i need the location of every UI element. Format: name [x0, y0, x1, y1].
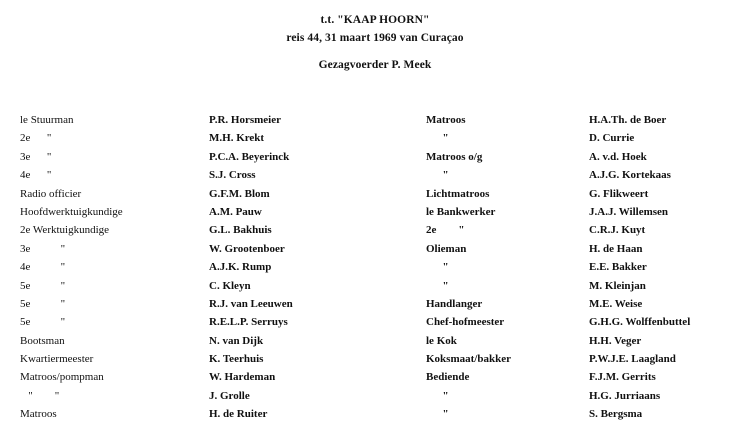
rank-cell: 5e " [20, 316, 66, 329]
crew-name: A.M. Pauw [209, 205, 262, 218]
rank-cell: Handlanger [426, 297, 483, 310]
rank-cell: 2e " [20, 132, 52, 145]
crew-name: N. van Dijk [209, 334, 264, 347]
rank-cell: 2e Werktuigkundige [20, 224, 110, 237]
crew-name: H. de Haan [589, 242, 643, 255]
crew-name: J. Grolle [209, 389, 250, 402]
rank-cell: " [426, 408, 449, 421]
crew-name: G. Flikweert [589, 187, 649, 200]
crew-name: C. Kleyn [209, 279, 251, 292]
crew-name: P.W.J.E. Laagland [589, 353, 676, 366]
rank-cell: Kwartiermeester [20, 353, 94, 366]
crew-name: J.A.J. Willemsen [589, 205, 669, 218]
crew-name: A.J.G. Kortekaas [589, 169, 671, 182]
crew-name: R.J. van Leeuwen [209, 297, 293, 310]
crew-name: M.H. Krekt [209, 132, 265, 145]
crew-name: K. Teerhuis [209, 353, 264, 366]
crew-name: A.J.K. Rump [209, 261, 272, 274]
crew-name: H.H. Veger [589, 334, 642, 347]
rank-column-left [20, 111, 190, 424]
rank-cell: Chef-hofmeester [426, 316, 505, 329]
ship-title: t.t. "KAAP HOORN" [320, 14, 430, 26]
rank-cell: Matroos [20, 408, 57, 421]
rank-cell: Matroos/pompman [20, 371, 104, 384]
crew-name: S. Bergsma [589, 408, 643, 421]
crew-name: M.E. Weise [589, 297, 643, 310]
crew-name: M. Kleinjan [589, 279, 646, 292]
crew-name: A. v.d. Hoek [589, 150, 647, 163]
rank-cell: Bediende [426, 371, 470, 384]
rank-cell: 4e " [20, 261, 66, 274]
rank-cell: le Stuurman [20, 114, 74, 126]
crew-name: P.R. Horsmeier [209, 114, 281, 126]
crew-name: G.L. Bakhuis [209, 224, 272, 237]
rank-cell: Matroos [426, 114, 466, 126]
name-column-left [209, 111, 409, 424]
rank-cell: Radio officier [20, 187, 82, 200]
rank-cell: " [426, 279, 449, 292]
crew-name: G.F.M. Blom [209, 187, 270, 200]
voyage-line: reis 44, 31 maart 1969 van Curaçao [286, 32, 464, 44]
crew-name: G.H.G. Wolffenbuttel [589, 316, 691, 329]
rank-cell: " " [20, 389, 60, 402]
rank-cell: Bootsman [20, 334, 65, 347]
rank-cell: 2e " [426, 224, 465, 237]
crew-name: W. Hardeman [209, 371, 276, 384]
rank-cell: 3e " [20, 242, 66, 255]
rank-cell: " [426, 261, 449, 274]
crew-name: C.R.J. Kuyt [589, 224, 646, 237]
crew-name: W. Grootenboer [209, 242, 285, 255]
captain-line: Gezagvoerder P. Meek [318, 59, 432, 71]
rank-cell: 3e " [20, 150, 52, 163]
rank-cell: Olieman [426, 242, 467, 255]
rank-cell: " [426, 132, 449, 145]
rank-cell: Hoofdwerktuigkundige [20, 205, 123, 218]
crew-name: S.J. Cross [209, 169, 256, 182]
rank-cell: Koksmaat/bakker [426, 353, 511, 366]
rank-cell: Lichtmatroos [426, 187, 490, 200]
crew-name: P.C.A. Beyerinck [209, 150, 290, 163]
rank-cell: 4e " [20, 169, 52, 182]
rank-column-right [426, 111, 576, 424]
rank-cell: " [426, 169, 449, 182]
rank-cell: Matroos o/g [426, 150, 483, 163]
crew-name: E.E. Bakker [589, 261, 647, 274]
crew-name: H. de Ruiter [209, 408, 268, 421]
rank-cell: 5e " [20, 279, 66, 292]
crew-name: F.J.M. Gerrits [589, 371, 656, 384]
rank-cell: 5e " [20, 297, 66, 310]
crew-name: H.A.Th. de Boer [589, 114, 667, 126]
rank-cell: " [426, 389, 449, 402]
crew-name: H.G. Jurriaans [589, 389, 661, 402]
rank-cell: le Kok [426, 334, 457, 347]
crew-name: R.E.L.P. Serruys [209, 316, 288, 329]
rank-cell: le Bankwerker [426, 205, 496, 218]
crew-name: D. Currie [589, 132, 635, 145]
name-column-right [589, 111, 749, 424]
